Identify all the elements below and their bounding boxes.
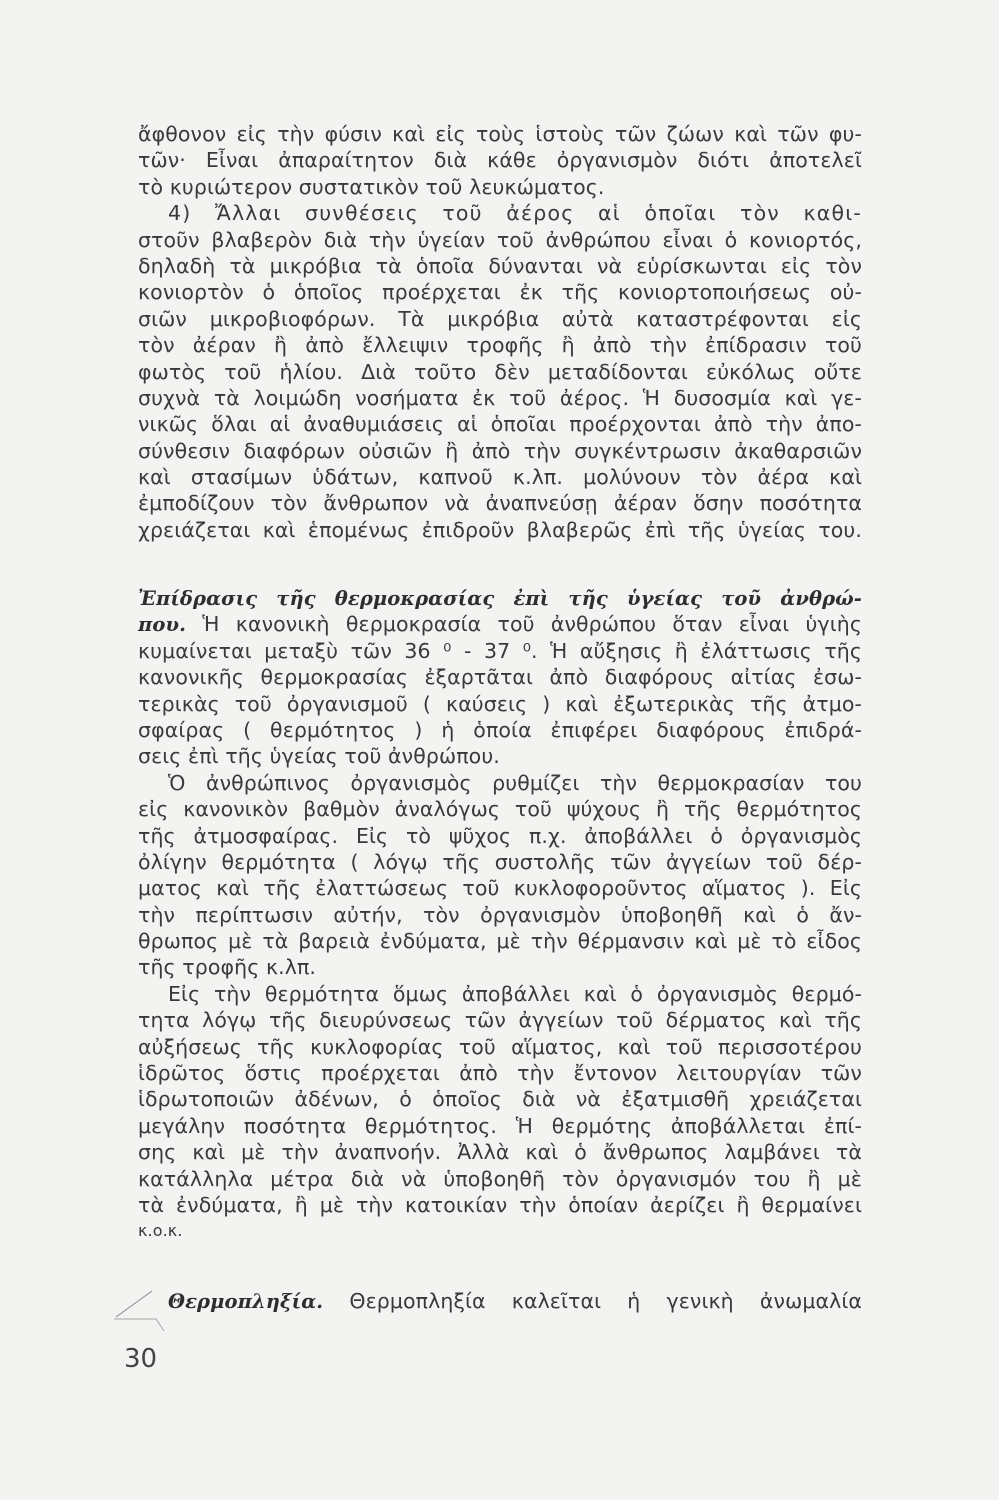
text-line-rest: Θερμοπληξία καλεῖται ἡ γενικὴ ἀνωμαλία xyxy=(349,1289,862,1313)
text-line: τὴν περίπτωσιν αὐτήν, τὸν ὀργανισμὸν ὑποβοηθῆ καὶ ὁ ἄν- xyxy=(138,902,862,927)
text-line: στοῦν βλαβερὸν διὰ τὴν ὑγείαν τοῦ ἀνθρώπου εἶναι ὁ κονιορτός, xyxy=(138,227,862,252)
text-line-rest: Ἡ κανονικὴ θερμοκρασία τοῦ ἀνθρώπου ὅταν εἶναι ὑγιὴς xyxy=(202,612,862,637)
text-line: ἱδρωτοποιῶν ἀδένων, ὁ ὁποῖος διὰ νὰ ἐξατμισθῆ χρειάζεται xyxy=(138,1087,862,1112)
text-line: τῆς τροφῆς κ.λπ. xyxy=(138,955,317,980)
text-block-heatstroke xyxy=(138,1288,862,1314)
text-line: μεγάλην ποσότητα θερμότητος. Ἡ θερμότης ἀποβάλλεται ἐπί- xyxy=(138,1113,862,1138)
text-line: τῆς ἀτμοσφαίρας. Εἰς τὸ ψῦχος π.χ. ἀποβάλλει ὁ ὀργανισμὸς xyxy=(138,823,862,848)
text-line: Εἰς τὴν θερμότητα ὅμως ἀποβάλλει καὶ ὁ ὀργανισμὸς θερμό- xyxy=(168,981,862,1006)
text-line: ἄφθονον εἰς τὴν φύσιν καὶ εἰς τοὺς ἱστοὺς τῶν ζώων καὶ τῶν φυ- xyxy=(138,122,862,146)
text-line: σιῶν μικροβιοφόρων. Τὰ μικρόβια αὐτὰ καταστρέφονται εἰς xyxy=(138,306,862,331)
text-line: κυμαίνεται μεταξὺ τῶν 36 ⁰ - 37 ⁰. Ἡ αὔξησις ἢ ἐλάττωσις τῆς xyxy=(138,638,862,663)
section-heading-line xyxy=(138,585,862,611)
text-line: τερικὰς τοῦ ὀργανισμοῦ ( καύσεις ) καὶ ἐξωτερικὰς τῆς ἀτμο- xyxy=(138,691,862,716)
text-line: εἰς κανονικὸν βαθμὸν ἀναλόγως τοῦ ψύχους ἢ τῆς θερμότητος xyxy=(138,797,862,822)
text-line: χρειάζεται καὶ ἑπομένως ἐπιδροῦν βλαβερῶς ἐπὶ τῆς ὑγείας του. xyxy=(138,517,862,542)
text-line: κ.ο.κ. xyxy=(138,1221,183,1241)
page-number: 30 xyxy=(124,1344,158,1374)
section-heading-heatstroke: Θερμοπληξία. xyxy=(168,1290,324,1313)
text-line: φωτὸς τοῦ ἡλίου. Διὰ τοῦτο δὲν μεταδίδονται εὐκόλως οὔτε xyxy=(138,359,862,384)
text-block-air xyxy=(138,121,862,543)
section-heading-temperature-end: που. xyxy=(138,613,186,637)
text-line: τητα λόγῳ τῆς διευρύνσεως τῶν ἀγγείων τοῦ δέρματος καὶ τῆς xyxy=(138,1008,862,1033)
text-line: τὸ κυριώτερον συστατικὸν τοῦ λευκώματος. xyxy=(138,174,605,199)
text-line: συχνὰ τὰ λοιμώδη νοσήματα ἐκ τοῦ ἀέρος. Ἡ δυσοσμία καὶ γε- xyxy=(138,385,862,410)
text-line: σης καὶ μὲ τὴν ἀναπνοήν. Ἀλλὰ καὶ ὁ ἄνθρωπος λαμβάνει τὰ xyxy=(138,1140,862,1165)
text-line: σεις ἐπὶ τῆς ὑγείας τοῦ ἀνθρώπου. xyxy=(138,744,500,769)
text-line: ἐμποδίζουν τὸν ἄνθρωπον νὰ ἀναπνεύσῃ ἀέραν ὅσην ποσότητα xyxy=(138,491,862,516)
text-line: σφαίρας ( θερμότητος ) ἡ ὁποία ἐπιφέρει διαφόρους ἐπιδρά- xyxy=(138,717,862,742)
text-line: ἱδρῶτος ὅστις προέρχεται ἀπὸ τὴν ἔντονον λειτουργίαν τῶν xyxy=(138,1061,862,1086)
text-block-temperature xyxy=(138,585,862,1245)
text-line: κατάλληλα μέτρα διὰ νὰ ὑποβοηθῆ τὸν ὀργανισμόν του ἢ μὲ xyxy=(138,1166,862,1191)
text-line: Ὁ ἀνθρώπινος ὀργανισμὸς ρυθμίζει τὴν θερμοκρασίαν του xyxy=(168,770,862,795)
text-line: αὐξήσεως τῆς κυκλοφορίας τοῦ αἵματος, καὶ τοῦ περισσοτέρου xyxy=(138,1034,862,1059)
text-line: δηλαδὴ τὰ μικρόβια τὰ ὁποῖα δύνανται νὰ εὑρίσκωνται εἰς τὸν xyxy=(138,253,862,278)
section-heading-temperature: Ἐπίδρασις τῆς θερμοκρασίας ἐπὶ τῆς ὑγείας τοῦ ἀνθρώ- xyxy=(138,587,862,610)
text-line: τὸν ἀέραν ἢ ἀπὸ ἔλλειψιν τροφῆς ἢ ἀπὸ τὴν ἐπίδρασιν τοῦ xyxy=(138,333,862,358)
text-line: καὶ στασίμων ὑδάτων, καπνοῦ κ.λπ. μολύνουν τὸν ἀέρα καὶ xyxy=(138,465,862,490)
text-line: κανονικῆς θερμοκρασίας ἐξαρτᾶται ἀπὸ διαφόρους αἰτίας ἐσω- xyxy=(138,665,862,690)
text-line xyxy=(138,1288,862,1314)
text-line: σύνθεσιν διαφόρων οὐσιῶν ἢ ἀπὸ τὴν συγκέντρωσιν ἀκαθαρσιῶν xyxy=(138,438,862,463)
text-line: τὰ ἐνδύματα, ἢ μὲ τὴν κατοικίαν τὴν ὁποίαν ἀερίζει ἢ θερμαίνει xyxy=(138,1192,862,1217)
text-line: ματος καὶ τῆς ἐλαττώσεως τοῦ κυκλοφοροῦντος αἵματος ). Εἰς xyxy=(138,876,862,901)
text-line: 4) Ἄλλαι συνθέσεις τοῦ ἀέρος αἱ ὁποῖαι τὸν καθι- xyxy=(168,201,862,226)
text-line xyxy=(138,611,862,637)
text-line: ὀλίγην θερμότητα ( λόγῳ τῆς συστολῆς τῶν ἀγγείων τοῦ δέρ- xyxy=(138,849,862,874)
text-line: νικῶς ὅλαι αἱ ἀναθυμιάσεις αἱ ὁποῖαι προέρχονται ἀπὸ τὴν ἀπο- xyxy=(138,412,862,437)
text-line: θρωπος μὲ τὰ βαρειὰ ἐνδύματα, μὲ τὴν θέρμανσιν καὶ μὲ τὸ εἶδος xyxy=(138,929,862,954)
text-line: τῶν· Εἶναι ἀπαραίτητον διὰ κάθε ὀργανισμὸν διότι ἀποτελεῖ xyxy=(138,148,862,173)
pencil-mark-icon xyxy=(112,1285,170,1345)
text-line: κονιορτὸν ὁ ὁποῖος προέρχεται ἐκ τῆς κονιορτοποιήσεως οὐ- xyxy=(138,280,862,305)
